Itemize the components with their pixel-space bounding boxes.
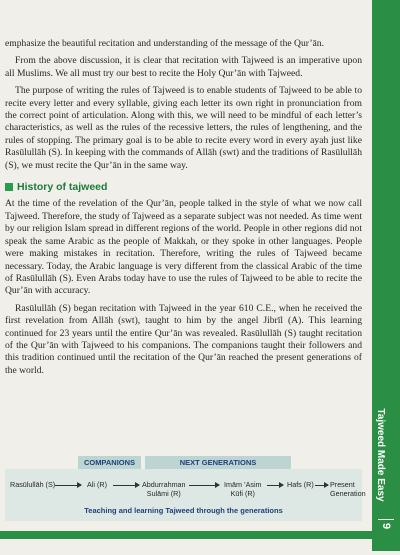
section-heading-text: History of tajweed [17,181,108,194]
page-number: 9 [380,522,392,530]
chain-node-imam-asim: Imām ’Asim Kūfi (R) [224,480,262,498]
chain-arrow-icon [315,485,328,486]
footer-green-bar [0,531,372,539]
chain-node-ali: Ali (R) [87,480,107,489]
running-title: Tajweed Made Easy [375,408,386,502]
transmission-chain [5,469,366,499]
transmission-diagram [5,458,366,521]
chain-node-hafs: Hafs (R) [287,480,314,489]
page-content [5,38,362,382]
intro-paragraph-3: The purpose of writing the rules of Tajweed is to enable students of Tajweed to be able to recite every letter and every syllable, giving each letter its own right in pronunciation from the correct point of articulation. Along with this, we will need to be mindful of each letter’s characteristics, as well as the rules of the recessive letters, the rules of lengthening, and the rules of stopping. The primary goal is to be able to recite every word in every ayah just like Rasūlullāh (S). In keeping with the commands of Allāh (swt) and the traditions of Rasūlullāh (S), we must recite the Qur’ān in the same way. [5,85,362,171]
heading-square-bullet-icon [5,183,13,191]
chain-node-rasulullah: Rasūlullāh (S) [10,480,56,489]
intro-paragraph-1: emphasize the beautiful recitation and understanding of the message of the Qur’ān. [5,38,324,49]
diagram-tab-next-generations: NEXT GENERATIONS [145,456,291,469]
chain-node-abdurrahman: Abdurrahman Sulāmi (R) [142,480,186,498]
chain-arrow-icon [267,485,283,486]
chain-arrow-icon [189,485,219,486]
chain-arrow-icon [55,485,81,486]
history-paragraph-1: At the time of the revelation of the Qur’ān, people talked in the style of what we now call Tajweed. Therefore, the study of Tajweed as a separate subject was not needed. As time went by our religion Islam spread in different regions of the world. People in other regions did not speak the same Arabic as the people of Makkah, or they spoke in other languages. People were making mistakes in recitation. Therefore, writing the rules of Tajweed became necessary. Today, the Arabic language is very different from the classical Arabic of the time of Rasūlullāh (S). Even Arabs today have to use the rules of Tajweed to be able to recite the Qur’ān with accuracy. [5,198,362,297]
diagram-tab-companions: COMPANIONS [78,456,141,469]
history-paragraph-2: Rasūlullāh (S) began recitation with Tajweed in the year 610 C.E., when he received the first revelation from Allāh (swt), taught to him by the angel Jibrīl (A). This learning continued for 23 years until the entire Qur’ān was revealed. Rasūlullāh (S) taught recitation of the Qur’ān with Tajweed to his companions. The companions taught their followers and this tradition continued until the recitation of the Qur’ān reached the present generations of the world. [5,302,362,376]
chain-node-present-generation: Present Generation [330,480,366,498]
diagram-caption: Teaching and learning Tajweed through the generations [84,506,283,515]
section-heading [5,181,362,193]
intro-paragraph-2: From the above discussion, it is clear that recitation with Tajweed is an imperative upon all Muslims. We all must try our best to recite the Holy Qur’ān with Tajweed. [5,55,362,79]
chain-arrow-icon [113,485,139,486]
